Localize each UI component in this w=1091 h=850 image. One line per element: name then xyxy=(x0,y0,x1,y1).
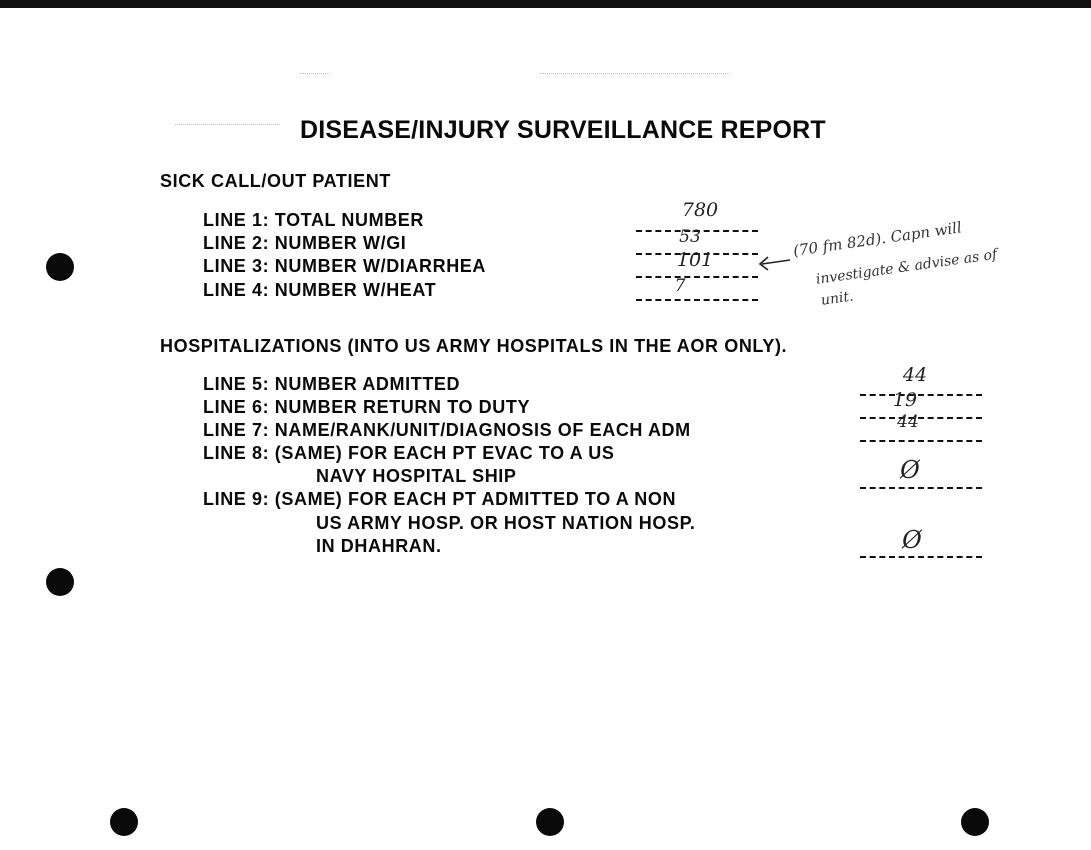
line-9-value: Ø xyxy=(902,526,922,554)
line-4-label: LINE 4: NUMBER W/HEAT xyxy=(203,280,437,300)
line-5-label: LINE 5: NUMBER ADMITTED xyxy=(203,374,461,394)
line-8-value: Ø xyxy=(900,456,920,484)
line-6-label: LINE 6: NUMBER RETURN TO DUTY xyxy=(203,397,531,417)
line-1-label: LINE 1: TOTAL NUMBER xyxy=(203,210,425,230)
handwritten-note-line-2: investigate & advise as of xyxy=(815,246,999,288)
scan-artifact xyxy=(540,73,730,74)
binder-hole-icon xyxy=(961,808,989,836)
line-7-label: LINE 7: NAME/RANK/UNIT/DIAGNOSIS OF EACH ADM xyxy=(203,420,691,440)
line-2-value: 53 xyxy=(679,227,701,247)
line-9-label-cont-2: IN DHAHRAN. xyxy=(316,536,442,556)
scan-artifact xyxy=(175,124,280,125)
handwritten-note-line-3: unit. xyxy=(820,288,855,309)
scan-artifact xyxy=(300,73,330,74)
binder-hole-icon xyxy=(536,808,564,836)
hospitalizations-heading: HOSPITALIZATIONS (INTO US ARMY HOSPITALS IN THE AOR ONLY). xyxy=(160,336,788,356)
line-7-value: 44 xyxy=(897,412,919,432)
line-9-label-cont: US ARMY HOSP. OR HOST NATION HOSP. xyxy=(316,513,696,533)
binder-hole-icon xyxy=(110,808,138,836)
line-5-value: 44 xyxy=(902,364,928,386)
binder-hole-icon xyxy=(46,568,74,596)
report-title: DISEASE/INJURY SURVEILLANCE REPORT xyxy=(300,116,826,144)
sick-call-heading: SICK CALL/OUT PATIENT xyxy=(160,171,391,191)
line-2-label: LINE 2: NUMBER W/GI xyxy=(203,233,407,253)
line-6-value: 19 xyxy=(892,389,918,411)
line-3-label: LINE 3: NUMBER W/DIARRHEA xyxy=(203,256,486,276)
binder-hole-icon xyxy=(46,253,74,281)
line-4-value: 7 xyxy=(674,276,686,296)
line-8-label: LINE 8: (SAME) FOR EACH PT EVAC TO A US xyxy=(203,443,615,463)
line-1-value: 780 xyxy=(681,199,719,221)
scan-top-edge xyxy=(0,0,1091,8)
line-9-label: LINE 9: (SAME) FOR EACH PT ADMITTED TO A NON xyxy=(203,489,677,509)
handwritten-note-line-1: (70 fm 82d). Capn will xyxy=(792,218,963,260)
arrow-icon xyxy=(756,252,792,272)
line-3-value: 101 xyxy=(676,249,714,271)
line-8-label-cont: NAVY HOSPITAL SHIP xyxy=(316,466,517,486)
